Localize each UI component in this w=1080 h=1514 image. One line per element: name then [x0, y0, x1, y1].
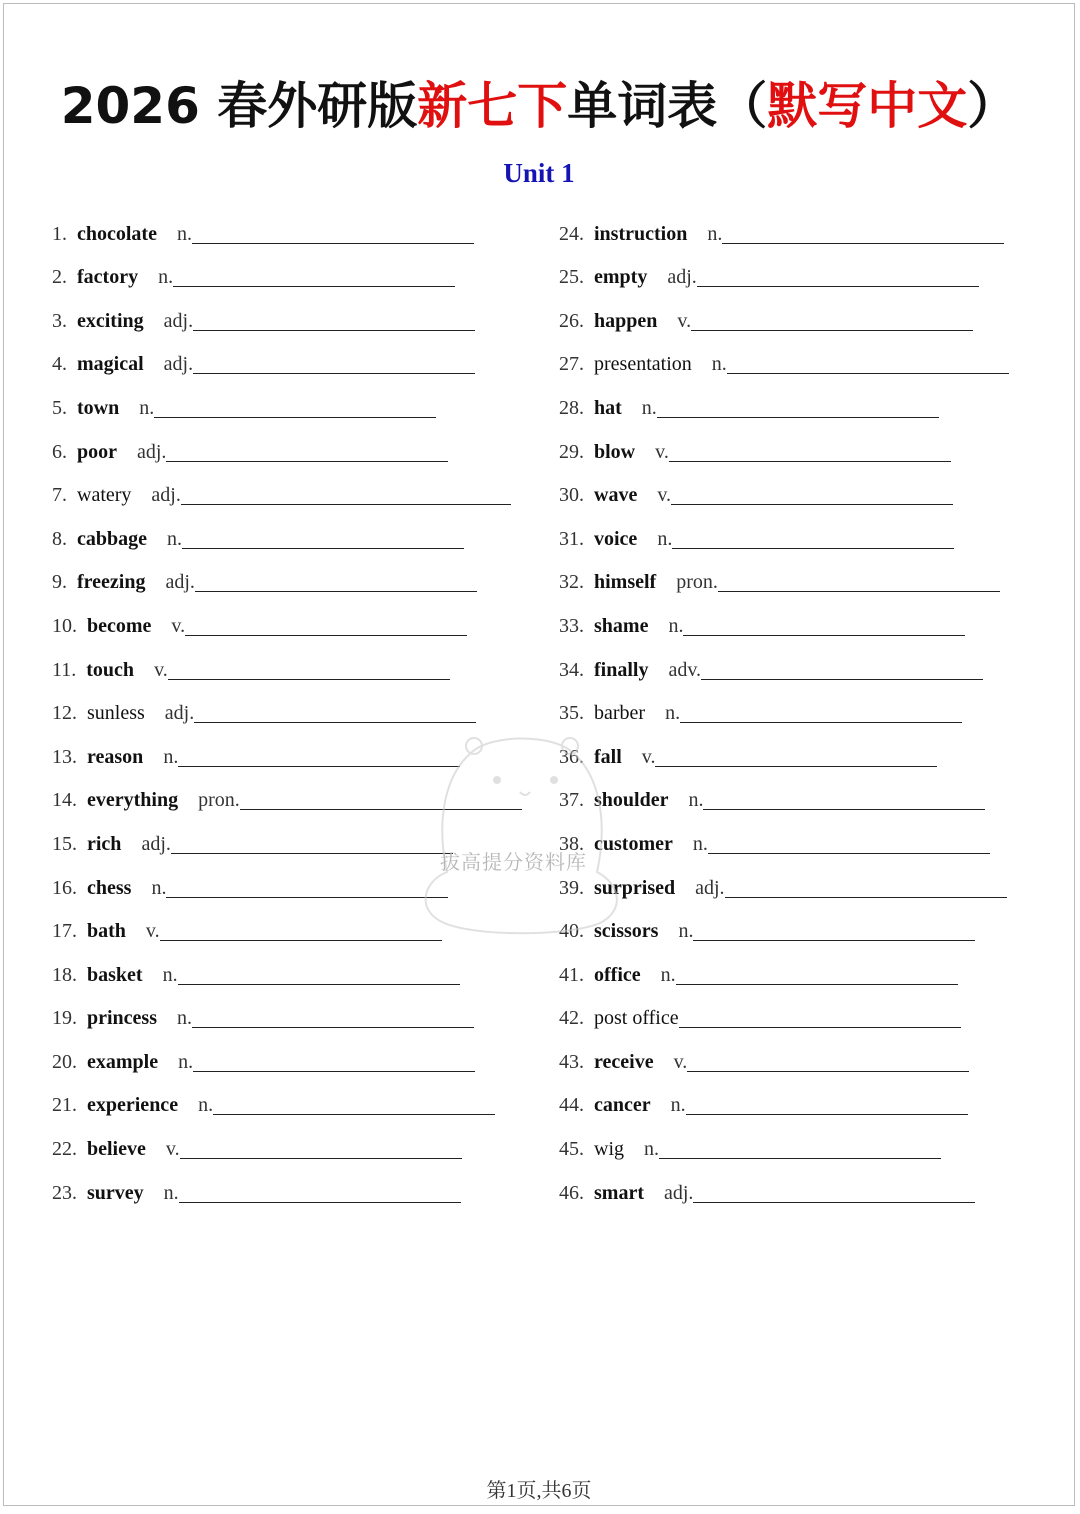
- vocab-row: [559, 638, 1009, 682]
- vocab-word: blow: [594, 440, 636, 463]
- answer-blank-line: [194, 702, 476, 723]
- answer-blank-line: [672, 528, 954, 549]
- item-number: 23.: [52, 1181, 77, 1204]
- answer-blank-line: [213, 1094, 495, 1115]
- answer-blank-line: [173, 266, 455, 287]
- vocab-row: [52, 464, 522, 508]
- vocab-row: [52, 638, 522, 682]
- item-number: 36.: [559, 745, 584, 768]
- vocab-word: finally: [594, 658, 649, 681]
- part-of-speech: n.: [177, 1007, 192, 1030]
- vocab-row: [559, 420, 1009, 464]
- item-number: 42.: [559, 1007, 584, 1030]
- vocab-row: [52, 943, 522, 987]
- part-of-speech: n.: [158, 266, 174, 289]
- item-number: 24.: [559, 222, 584, 245]
- answer-blank-line: [671, 484, 953, 505]
- item-number: 1.: [52, 222, 67, 245]
- vocab-row: [559, 507, 1009, 551]
- item-number: 27.: [559, 353, 584, 376]
- vocab-row: [52, 1161, 522, 1205]
- item-number: 30.: [559, 484, 584, 507]
- part-of-speech: n.: [176, 222, 192, 245]
- vocab-word: fall: [594, 745, 622, 768]
- part-of-speech: n.: [670, 1094, 686, 1117]
- vocab-word: bath: [87, 920, 126, 943]
- word-list-left: [52, 202, 522, 1205]
- answer-blank-line: [683, 615, 965, 636]
- worksheet-page: [3, 3, 1075, 1506]
- part-of-speech: n.: [660, 963, 676, 986]
- vocab-word: chocolate: [77, 222, 157, 245]
- item-number: 44.: [559, 1094, 584, 1117]
- item-number: 22.: [52, 1138, 77, 1161]
- vocab-word: wig: [594, 1138, 624, 1161]
- vocab-word: believe: [87, 1138, 146, 1161]
- answer-blank-line: [195, 571, 477, 592]
- part-of-speech: adj.: [165, 571, 195, 594]
- vocab-word: smart: [594, 1181, 644, 1204]
- vocab-word: cancer: [594, 1094, 651, 1117]
- unit-heading: Unit 1: [503, 158, 575, 188]
- vocab-row: [559, 333, 1009, 377]
- vocab-row: [559, 246, 1009, 290]
- part-of-speech: adj.: [667, 266, 697, 289]
- answer-blank-line: [192, 223, 474, 244]
- vocab-word: chess: [87, 876, 132, 899]
- part-of-speech: v.: [657, 484, 672, 507]
- part-of-speech: n.: [688, 789, 704, 812]
- answer-blank-line: [657, 397, 939, 418]
- part-of-speech: pron.: [676, 571, 718, 594]
- vocab-row: [559, 202, 1009, 246]
- answer-blank-line: [193, 353, 475, 374]
- title-part-1: 2026 春外研版: [60, 77, 418, 135]
- answer-blank-line: [691, 310, 973, 331]
- answer-blank-line: [182, 528, 464, 549]
- item-number: 9.: [52, 571, 67, 594]
- answer-blank-line: [168, 659, 450, 680]
- part-of-speech: adj.: [151, 484, 181, 507]
- vocab-row: [52, 376, 522, 420]
- item-number: 10.: [52, 614, 77, 637]
- item-number: 21.: [52, 1094, 77, 1117]
- vocab-word: office: [594, 963, 641, 986]
- part-of-speech: n.: [665, 702, 681, 725]
- vocab-row: [559, 1161, 1009, 1205]
- vocab-row: [559, 1030, 1009, 1074]
- vocab-word: rich: [87, 832, 122, 855]
- item-number: 28.: [559, 396, 584, 419]
- vocab-word: presentation: [594, 353, 692, 376]
- item-number: 37.: [559, 789, 584, 812]
- part-of-speech: v.: [165, 1138, 180, 1161]
- item-number: 34.: [559, 658, 584, 681]
- part-of-speech: adv.: [668, 658, 702, 681]
- vocab-word: himself: [594, 571, 657, 594]
- vocab-row: [52, 1117, 522, 1161]
- vocab-word: shame: [594, 614, 649, 637]
- vocab-word: everything: [87, 789, 179, 812]
- answer-blank-line: [181, 484, 511, 505]
- vocab-row: [52, 507, 522, 551]
- item-number: 17.: [52, 920, 77, 943]
- part-of-speech: n.: [162, 963, 178, 986]
- vocab-word: touch: [86, 658, 135, 681]
- answer-blank-line: [722, 223, 1004, 244]
- answer-blank-line: [703, 789, 985, 810]
- title-part-4: 默写中文: [767, 77, 968, 135]
- part-of-speech: n.: [167, 527, 182, 550]
- part-of-speech: v.: [154, 658, 168, 681]
- answer-blank-line: [687, 1051, 969, 1072]
- item-number: 41.: [559, 963, 584, 986]
- item-number: 4.: [52, 353, 67, 376]
- part-of-speech: v.: [655, 440, 669, 463]
- answer-blank-line: [178, 964, 460, 985]
- part-of-speech: n.: [668, 614, 684, 637]
- part-of-speech: adj.: [695, 876, 725, 899]
- part-of-speech: n.: [692, 832, 708, 855]
- vocab-row: [559, 943, 1009, 987]
- item-number: 11.: [52, 658, 77, 681]
- vocab-word: post office: [594, 1007, 679, 1030]
- vocab-word: hat: [594, 396, 622, 419]
- answer-blank-line: [669, 441, 951, 462]
- vocab-word: barber: [594, 702, 646, 725]
- part-of-speech: adj.: [663, 1181, 694, 1204]
- part-of-speech: n.: [707, 222, 723, 245]
- title-part-2: 新七下: [417, 77, 568, 135]
- vocab-word: exciting: [77, 309, 144, 332]
- vocab-word: receive: [594, 1050, 654, 1073]
- vocab-word: example: [87, 1050, 159, 1073]
- vocab-row: [52, 246, 522, 290]
- answer-blank-line: [193, 310, 475, 331]
- vocab-word: watery: [77, 484, 132, 507]
- answer-blank-line: [166, 441, 448, 462]
- part-of-speech: adj.: [164, 702, 195, 725]
- vocab-row: [52, 987, 522, 1031]
- part-of-speech: v.: [673, 1050, 688, 1073]
- answer-blank-line: [680, 702, 962, 723]
- item-number: 16.: [52, 876, 77, 899]
- item-number: 32.: [559, 571, 584, 594]
- part-of-speech: adj.: [163, 309, 194, 332]
- answer-blank-line: [160, 920, 442, 941]
- answer-blank-line: [725, 877, 1007, 898]
- part-of-speech: n.: [163, 745, 179, 768]
- answer-blank-line: [655, 746, 937, 767]
- answer-blank-line: [180, 1138, 462, 1159]
- answer-blank-line: [708, 833, 990, 854]
- part-of-speech: n.: [644, 1138, 659, 1161]
- vocab-word: shoulder: [594, 789, 669, 812]
- part-of-speech: n.: [641, 396, 657, 419]
- vocab-word: become: [87, 614, 152, 637]
- vocab-word: factory: [77, 266, 139, 289]
- item-number: 46.: [559, 1181, 584, 1204]
- item-number: 8.: [52, 527, 67, 550]
- part-of-speech: n.: [711, 353, 727, 376]
- vocab-row: [52, 202, 522, 246]
- vocab-row: [52, 333, 522, 377]
- part-of-speech: n.: [178, 1050, 194, 1073]
- part-of-speech: adj.: [137, 440, 167, 463]
- vocab-word: cabbage: [77, 527, 147, 550]
- vocab-row: [559, 376, 1009, 420]
- answer-blank-line: [697, 266, 979, 287]
- item-number: 45.: [559, 1138, 584, 1161]
- part-of-speech: v.: [641, 745, 656, 768]
- vocab-word: basket: [87, 963, 143, 986]
- vocab-row: [52, 682, 522, 726]
- answer-blank-line: [154, 397, 436, 418]
- item-number: 40.: [559, 920, 584, 943]
- answer-blank-line: [679, 1007, 961, 1028]
- item-number: 38.: [559, 832, 584, 855]
- vocab-row: [52, 289, 522, 333]
- vocab-row: [559, 594, 1009, 638]
- item-number: 19.: [52, 1007, 77, 1030]
- item-number: 25.: [559, 266, 584, 289]
- vocab-row: [559, 1117, 1009, 1161]
- item-number: 31.: [559, 527, 584, 550]
- item-number: 6.: [52, 440, 67, 463]
- item-number: 35.: [559, 702, 584, 725]
- part-of-speech: n.: [678, 920, 694, 943]
- vocab-word: survey: [87, 1181, 144, 1204]
- answer-blank-line: [727, 353, 1009, 374]
- item-number: 3.: [52, 309, 67, 332]
- watermark-text: 拔高提分资料库: [440, 850, 587, 874]
- vocab-word: reason: [87, 745, 144, 768]
- part-of-speech: pron.: [198, 789, 240, 812]
- item-number: 5.: [52, 396, 67, 419]
- answer-blank-line: [185, 615, 467, 636]
- vocab-row: [52, 1074, 522, 1118]
- page-footer: 第1页,共6页: [486, 1480, 592, 1502]
- part-of-speech: adj.: [141, 832, 171, 855]
- part-of-speech: v.: [677, 309, 692, 332]
- vocab-word: experience: [87, 1094, 179, 1117]
- answer-blank-line: [693, 920, 975, 941]
- vocab-word: wave: [594, 484, 638, 507]
- part-of-speech: adj.: [163, 353, 194, 376]
- vocab-row: [559, 464, 1009, 508]
- vocab-row: [559, 987, 1009, 1031]
- vocab-word: poor: [77, 440, 117, 463]
- item-number: 13.: [52, 745, 77, 768]
- vocab-word: happen: [594, 309, 658, 332]
- part-of-speech: n.: [163, 1181, 179, 1204]
- title-part-5: ）: [967, 77, 1018, 135]
- answer-blank-line: [718, 571, 1000, 592]
- vocab-row: [559, 682, 1009, 726]
- answer-blank-line: [193, 1051, 475, 1072]
- vocab-word: sunless: [87, 702, 145, 725]
- answer-blank-line: [676, 964, 958, 985]
- part-of-speech: n.: [139, 396, 155, 419]
- answer-blank-line: [686, 1094, 968, 1115]
- answer-blank-line: [659, 1138, 941, 1159]
- item-number: 20.: [52, 1050, 77, 1073]
- vocab-word: princess: [87, 1007, 157, 1030]
- vocab-word: surprised: [594, 876, 676, 899]
- item-number: 2.: [52, 266, 67, 289]
- item-number: 39.: [559, 876, 584, 899]
- item-number: 18.: [52, 963, 77, 986]
- vocab-row: [52, 420, 522, 464]
- part-of-speech: v.: [145, 920, 160, 943]
- item-number: 15.: [52, 832, 77, 855]
- vocab-word: instruction: [594, 222, 688, 245]
- part-of-speech: n.: [151, 876, 167, 899]
- vocab-row: [559, 1074, 1009, 1118]
- bear-watermark-icon: [402, 732, 642, 942]
- item-number: 26.: [559, 309, 584, 332]
- item-number: 14.: [52, 789, 77, 812]
- vocab-word: freezing: [77, 571, 146, 594]
- item-number: 43.: [559, 1050, 584, 1073]
- word-list-right: [559, 202, 1009, 1205]
- vocab-row: [52, 594, 522, 638]
- vocab-row: [52, 1030, 522, 1074]
- item-number: 7.: [52, 484, 67, 507]
- vocab-word: customer: [594, 832, 673, 855]
- title-part-3: 单词表（: [567, 77, 768, 135]
- vocab-row: [559, 289, 1009, 333]
- answer-blank-line: [693, 1182, 975, 1203]
- vocab-word: voice: [594, 527, 638, 550]
- vocab-row: [559, 551, 1009, 595]
- item-number: 29.: [559, 440, 584, 463]
- item-number: 33.: [559, 614, 584, 637]
- vocab-row: [52, 551, 522, 595]
- part-of-speech: v.: [171, 614, 186, 637]
- part-of-speech: n.: [198, 1094, 214, 1117]
- part-of-speech: n.: [657, 527, 673, 550]
- vocab-word: scissors: [594, 920, 659, 943]
- answer-blank-line: [192, 1007, 474, 1028]
- vocab-word: magical: [77, 353, 144, 376]
- answer-blank-line: [179, 1182, 461, 1203]
- answer-blank-line: [701, 659, 983, 680]
- vocab-word: empty: [594, 266, 648, 289]
- page-title: [4, 76, 1074, 136]
- item-number: 12.: [52, 702, 77, 725]
- vocab-word: town: [77, 396, 120, 419]
